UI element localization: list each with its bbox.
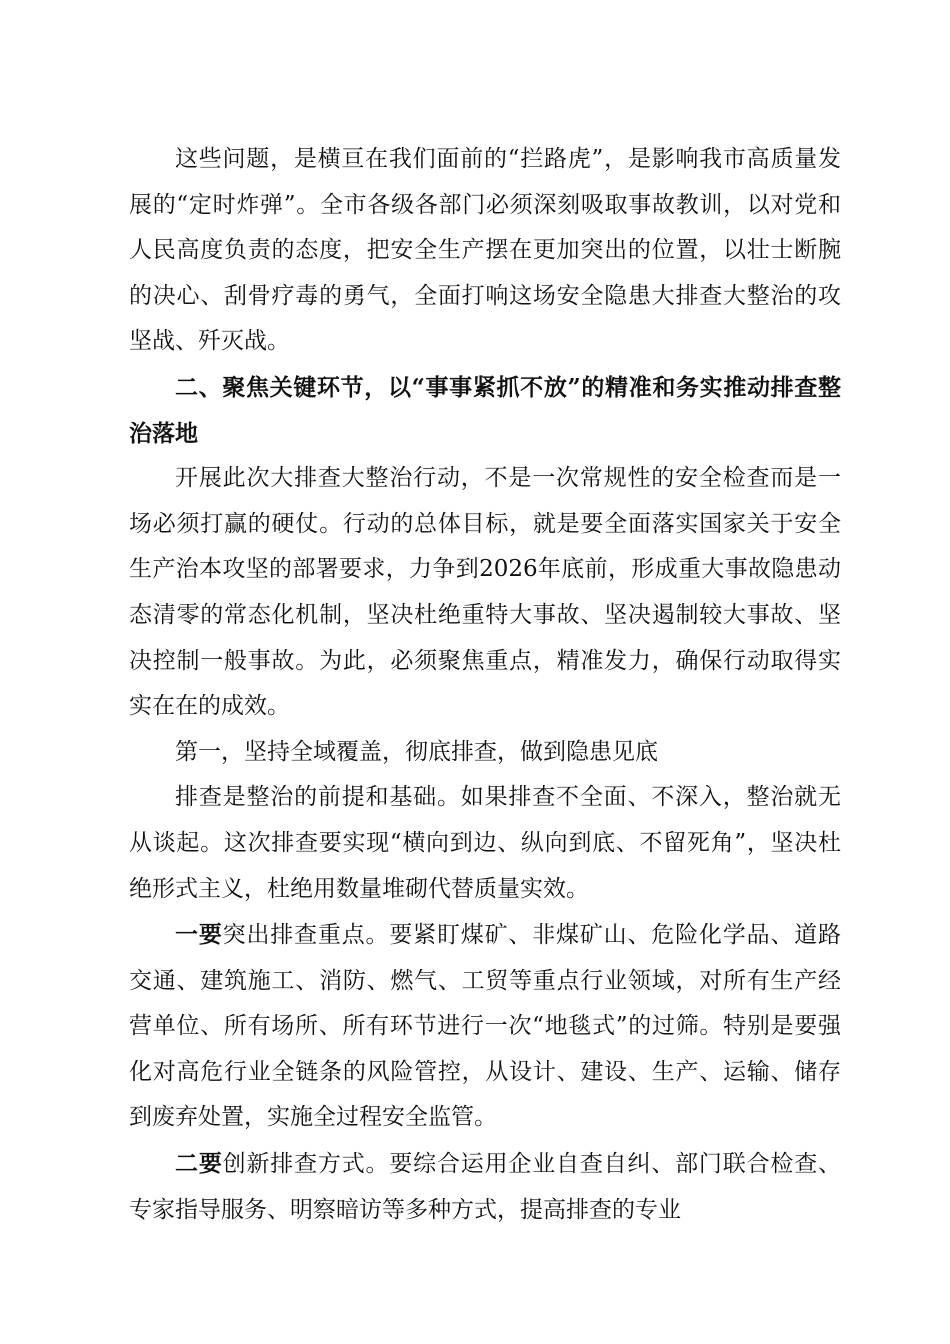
lead-term-one: 一要 [175,921,223,949]
paragraph-point-one-text: 突出排查重点。要紧盯煤矿、非煤矿山、危险化学品、道路交通、建筑施工、消防、燃气、工贸等重点行业领域，对所有生产经营单位、所有场所、所有环节进行一次“地毯式”的过筛。特别是要强化对高危行业全链条的风险管控，从设计、建设、生产、运输、储存到废弃处置，实施全过程安全监管。 [129,922,842,1131]
paragraph-action-goal: 开展此次大排查大整治行动，不是一次常规性的安全检查而是一场必须打赢的硬仗。行动的总体目标，就是要全面落实国家关于安全生产治本攻坚的部署要求，力争到2026年底前，形成重大事故隐患动态清零的常态化机制，坚决杜绝重特大事故、坚决遏制较大事故、坚决控制一般事故。为此，必须聚焦重点，精准发力，确保行动取得实实在在的成效。 [129,465,841,720]
paragraph-investigation-basis: 排查是整治的前提和基础。如果排查不全面、不深入，整治就无从谈起。这次排查要实现“横向到边、纵向到底、不留死角”，坚决杜绝形式主义，杜绝用数量堆砌代替质量实效。 [129,784,841,902]
paragraph-point-two-text: 创新排查方式。要综合运用企业自查自纠、部门联合检查、专家指导服务、明察暗访等多种方式，提高排查的专业 [129,1151,842,1223]
paragraph-problems-summary: 这些问题，是横亘在我们面前的“拦路虎”，是影响我市高质量发展的“定时炸弹”。全市各级各部门必须深刻吸取事故教训，以对党和人民高度负责的态度，把安全生产摆在更加突出的位置，以壮士断腕的决心、刮骨疗毒的勇气，全面打响这场安全隐患大排查大整治的攻坚战、歼灭战。 [129,146,841,355]
document-body [129,137,841,1233]
paragraph-point-two [129,1141,841,1233]
subheading-first-point: 第一，坚持全域覆盖，彻底排查，做到隐患见底 [175,738,658,765]
section-heading-two: 二、聚焦关键环节，以“事事紧抓不放”的精准和务实推动排查整治落地 [129,373,841,447]
lead-term-two: 二要 [175,1150,223,1178]
paragraph-point-one [129,912,841,1141]
